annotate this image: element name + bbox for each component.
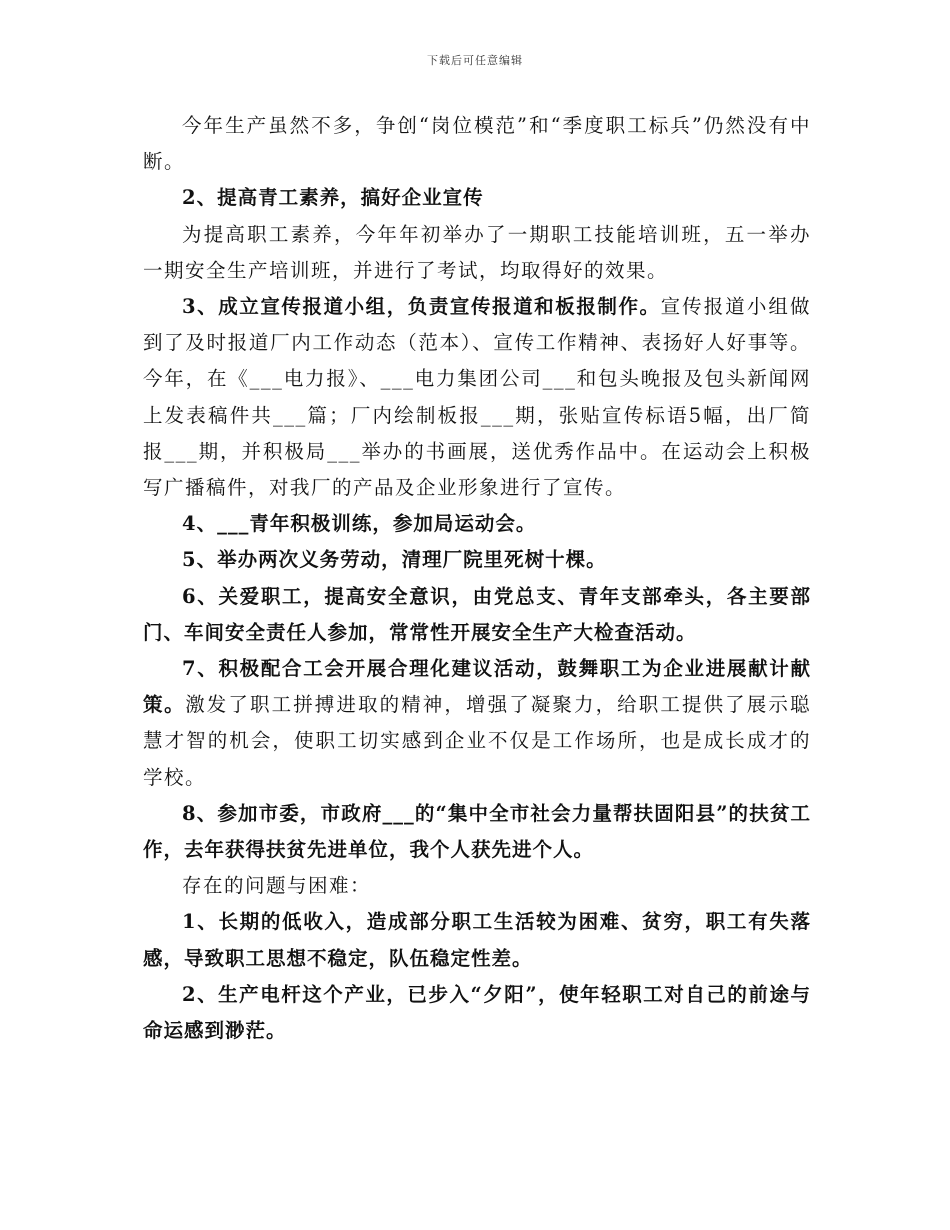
paragraph-11-heading: 1、长期的低收入，造成部分职工生活较为困难、贫穷，职工有失落感，导致职工思想不稳定，队伍稳定性差。 [143,910,811,970]
paragraph-4-text: 宣传报道小组做到了及时报道厂内工作动态（范本）、宣传工作精神、表扬好人好事等。今年，在《___电力报》、___电力集团公司___和包头晚报及包头新闻网上发表稿件共___篇；厂内绘制板报___期，张贴宣传标语5幅，出厂简报___期，并积极局___举办的书画展，送优秀作品中。在运动会上积极写广播稿件，对我厂的产品及企业形象进行了宣传。 [143,295,811,500]
paragraph-11 [143,904,811,976]
document-body [143,108,811,1049]
paragraph-6-heading: 5、举办两次义务劳动，清理厂院里死树十棵。 [182,548,607,572]
paragraph-8-heading: 7、积极配合工会开展合理化建议活动，鼓舞职工为企业进展献计献策。 [143,657,811,717]
paragraph-2-heading: 2、提高青工素养，搞好企业宣传 [182,186,484,210]
paragraph-1 [143,108,811,180]
paragraph-5 [143,506,811,542]
paragraph-4 [143,289,811,506]
paragraph-12 [143,977,811,1049]
paragraph-10-text: 存在的问题与困难： [182,874,372,898]
page-header: 下载后可任意编辑 [427,54,523,67]
paragraph-2 [143,180,811,216]
paragraph-8-text: 激发了职工拼搏进取的精神，增强了凝聚力，给职工提供了展示聪慧才智的机会，使职工切实感到企业不仅是工作场所，也是成长成才的学校。 [143,693,811,789]
paragraph-12-heading: 2、生产电杆这个产业，已步入“夕阳”，使年轻职工对自己的前途与命运感到渺茫。 [143,982,811,1043]
paragraph-7-heading: 6、关爱职工，提高安全意识，由党总支、青年支部牵头，各主要部门、车间安全责任人参加，常常性开展安全生产大检查活动。 [143,584,811,644]
paragraph-10 [143,868,811,904]
paragraph-3-text: 为提高职工素养，今年年初举办了一期职工技能培训班，五一举办一期安全生产培训班，并进行了考试，均取得好的效果。 [143,222,811,282]
paragraph-7 [143,579,811,651]
paragraph-1-text: 今年生产虽然不多，争创“岗位模范”和“季度职工标兵”仍然没有中断。 [143,114,811,174]
paragraph-6 [143,542,811,578]
paragraph-9 [143,796,811,868]
paragraph-8 [143,651,811,796]
paragraph-4-heading: 3、成立宣传报道小组，负责宣传报道和板报制作。 [182,295,661,319]
paragraph-5-heading: 4、___青年积极训练，参加局运动会。 [182,512,537,536]
paragraph-9-heading: 8、参加市委，市政府___的“集中全市社会力量帮扶固阳县”的扶贫工作，去年获得扶贫先进单位，我个人获先进个人。 [143,801,811,862]
paragraph-3 [143,217,811,289]
